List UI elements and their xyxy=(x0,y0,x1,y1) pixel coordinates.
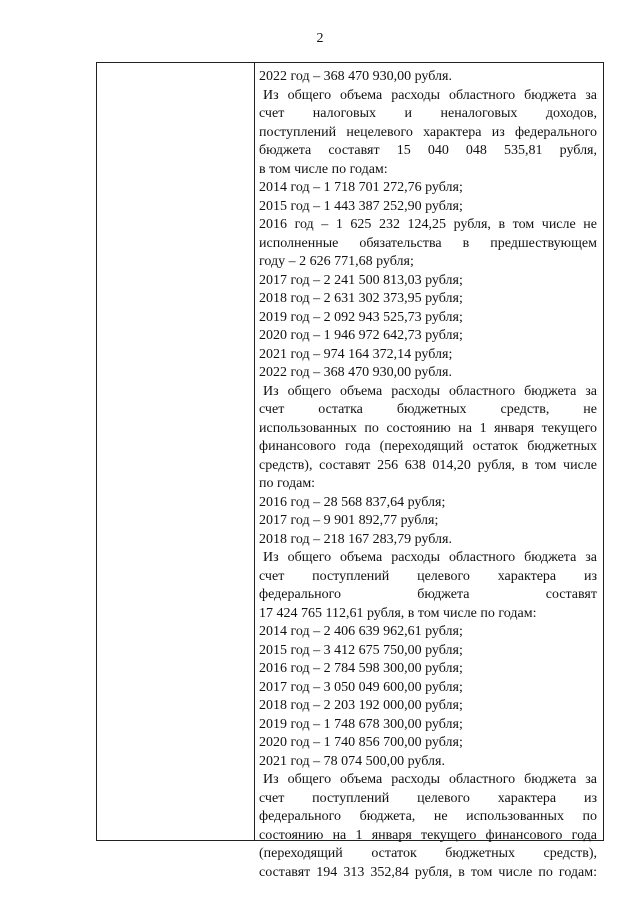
text-line: в том числе по годам: xyxy=(259,161,388,177)
text-line: 2018 год – 2 631 302 373,95 рубля; xyxy=(259,291,463,306)
text-line: счет поступлений целевого характера из xyxy=(259,568,597,584)
text-line: составят 194 313 352,84 рубля, в том числе по годам: xyxy=(259,864,597,880)
text-line: 2014 год – 2 406 639 962,61 рубля; xyxy=(259,624,463,639)
text-line: 2019 год – 2 092 943 525,73 рубля; xyxy=(259,309,463,325)
text-line: 2017 год – 9 901 892,77 рубля; xyxy=(259,513,439,528)
program-table xyxy=(96,62,604,880)
page-number: 2 xyxy=(316,31,324,46)
text-line: Из общего объема расходы областного бюджета за xyxy=(263,383,597,399)
table-right-cell xyxy=(259,68,597,882)
text-line: состоянию на 1 января текущего финансового года xyxy=(259,827,597,843)
text-line: (переходящий остаток бюджетных средств), xyxy=(259,846,597,861)
text-line: исполненные обязательства в предшествующем xyxy=(259,235,597,251)
text-line: федерального бюджета, не использованных по xyxy=(259,809,597,824)
text-line: 2016 год – 1 625 232 124,25 рубля, в том числе не xyxy=(259,217,597,232)
text-line: 2022 год – 368 470 930,00 рубля. xyxy=(259,365,452,380)
text-line: счет налоговых и неналоговых доходов, xyxy=(259,106,597,121)
text-line: 2017 год – 3 050 049 600,00 рубля; xyxy=(259,679,463,695)
text-line: счет остатка бюджетных средств, не xyxy=(259,402,597,417)
text-line: 2016 год – 2 784 598 300,00 рубля; xyxy=(259,661,463,676)
text-line: 2021 год – 974 164 372,14 рубля; xyxy=(259,346,453,362)
text-line: 2022 год – 368 470 930,00 рубля. xyxy=(259,69,452,84)
text-line: 2021 год – 78 074 500,00 рубля. xyxy=(259,753,445,769)
text-line: 2015 год – 1 443 387 252,90 рубля; xyxy=(259,198,463,214)
text-line: использованных по состоянию на 1 января текущего xyxy=(259,420,597,436)
text-line: 2018 год – 218 167 283,79 рубля. xyxy=(259,531,452,547)
text-line: федерального бюджета составят xyxy=(259,587,597,602)
text-line: 2018 год – 2 203 192 000,00 рубля; xyxy=(259,698,463,713)
table-left-cell xyxy=(97,63,254,840)
text-line: 2020 год – 1 740 856 700,00 рубля; xyxy=(259,735,463,750)
text-line: 2014 год – 1 718 701 272,76 рубля; xyxy=(259,180,463,195)
text-line: 2017 год – 2 241 500 813,03 рубля; xyxy=(259,272,463,288)
text-line: финансового года (переходящий остаток бюджетных xyxy=(259,439,597,454)
text-line: 2020 год – 1 946 972 642,73 рубля; xyxy=(259,328,463,343)
text-line: 2016 год – 28 568 837,64 рубля; xyxy=(259,494,446,510)
text-line: Из общего объема расходы областного бюджета за xyxy=(263,87,597,103)
text-line: 2015 год – 3 412 675 750,00 рубля; xyxy=(259,642,463,658)
table-column-divider xyxy=(254,63,255,840)
text-line: Из общего объема расходы областного бюджета за xyxy=(263,550,597,565)
text-line: Из общего объема расходы областного бюджета за xyxy=(263,772,597,787)
text-line: счет поступлений целевого характера из xyxy=(259,790,597,806)
text-line: средств), составят 256 638 014,20 рубля, в том числе xyxy=(259,457,597,473)
text-line: по годам: xyxy=(259,476,316,491)
text-line: 17 424 765 112,61 рубля, в том числе по годам: xyxy=(259,605,537,621)
text-line: бюджета составят 15 040 048 535,81 рубля, xyxy=(259,143,597,158)
text-line: 2019 год – 1 748 678 300,00 рубля; xyxy=(259,716,463,732)
text-line: году – 2 626 771,68 рубля; xyxy=(259,254,414,269)
text-line: поступлений нецелевого характера из федерального xyxy=(259,124,597,140)
